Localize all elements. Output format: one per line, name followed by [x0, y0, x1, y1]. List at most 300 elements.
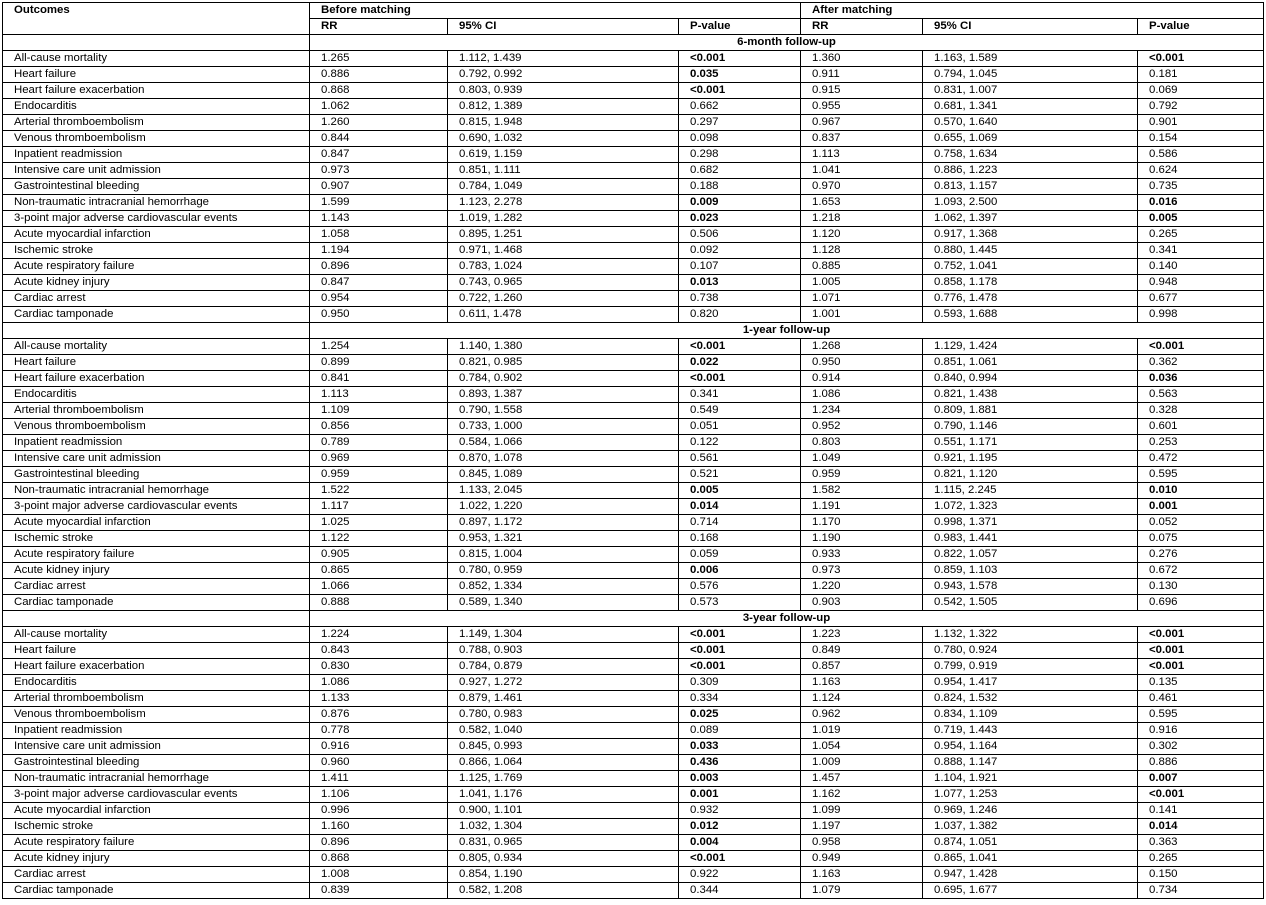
before-p-cell: 0.004: [679, 835, 801, 851]
after-rr-cell: 1.653: [801, 195, 923, 211]
before-rr-cell: 1.113: [310, 387, 448, 403]
before-p-cell: <0.001: [679, 339, 801, 355]
after-ci-cell: 1.037, 1.382: [923, 819, 1138, 835]
table-row: [3, 515, 1264, 531]
outcome-cell: Acute respiratory failure: [3, 547, 310, 563]
before-ci-cell: 0.582, 1.208: [448, 883, 679, 899]
after-rr-cell: 0.903: [801, 595, 923, 611]
before-rr-cell: 0.865: [310, 563, 448, 579]
outcome-cell: Cardiac tamponade: [3, 883, 310, 899]
before-p-cell: 0.576: [679, 579, 801, 595]
table-row: [3, 547, 1264, 563]
after-p-cell: 0.276: [1138, 547, 1264, 563]
table-row: [3, 883, 1264, 899]
outcome-cell: Cardiac tamponade: [3, 595, 310, 611]
table-row: [3, 531, 1264, 547]
after-rr-cell: 0.885: [801, 259, 923, 275]
before-p-cell: 0.932: [679, 803, 801, 819]
after-rr-cell: 0.911: [801, 67, 923, 83]
after-ci-cell: 0.858, 1.178: [923, 275, 1138, 291]
section-header-row: [3, 323, 1264, 339]
after-p-cell: 0.595: [1138, 467, 1264, 483]
before-ci-cell: 0.831, 0.965: [448, 835, 679, 851]
before-ci-cell: 0.821, 0.985: [448, 355, 679, 371]
table-row: [3, 627, 1264, 643]
table-row: [3, 115, 1264, 131]
table-row: [3, 227, 1264, 243]
outcome-cell: Cardiac arrest: [3, 867, 310, 883]
outcome-cell: Acute myocardial infarction: [3, 515, 310, 531]
before-rr-cell: 0.896: [310, 835, 448, 851]
before-ci-cell: 0.854, 1.190: [448, 867, 679, 883]
before-p-cell: <0.001: [679, 627, 801, 643]
after-ci-cell: 0.874, 1.051: [923, 835, 1138, 851]
after-ci-cell: 0.886, 1.223: [923, 163, 1138, 179]
outcome-cell: Acute respiratory failure: [3, 259, 310, 275]
outcome-cell: Inpatient readmission: [3, 723, 310, 739]
outcome-cell: Endocarditis: [3, 387, 310, 403]
after-p-cell: 0.595: [1138, 707, 1264, 723]
after-p-cell: <0.001: [1138, 659, 1264, 675]
header-after-rr: RR: [801, 19, 923, 35]
after-rr-cell: 0.950: [801, 355, 923, 371]
outcome-cell: Heart failure exacerbation: [3, 371, 310, 387]
before-rr-cell: 0.960: [310, 755, 448, 771]
after-rr-cell: 1.163: [801, 675, 923, 691]
after-ci-cell: 0.917, 1.368: [923, 227, 1138, 243]
after-ci-cell: 0.655, 1.069: [923, 131, 1138, 147]
after-rr-cell: 1.001: [801, 307, 923, 323]
after-p-cell: 0.016: [1138, 195, 1264, 211]
before-rr-cell: 1.086: [310, 675, 448, 691]
before-ci-cell: 0.895, 1.251: [448, 227, 679, 243]
after-ci-cell: 0.824, 1.532: [923, 691, 1138, 707]
before-ci-cell: 0.783, 1.024: [448, 259, 679, 275]
after-ci-cell: 0.888, 1.147: [923, 755, 1138, 771]
before-ci-cell: 1.019, 1.282: [448, 211, 679, 227]
before-rr-cell: 1.143: [310, 211, 448, 227]
outcome-cell: Ischemic stroke: [3, 819, 310, 835]
after-ci-cell: 0.947, 1.428: [923, 867, 1138, 883]
before-ci-cell: 0.815, 1.004: [448, 547, 679, 563]
before-p-cell: 0.573: [679, 595, 801, 611]
before-ci-cell: 0.900, 1.101: [448, 803, 679, 819]
before-p-cell: 0.820: [679, 307, 801, 323]
after-rr-cell: 1.079: [801, 883, 923, 899]
after-rr-cell: 1.124: [801, 691, 923, 707]
after-p-cell: 0.341: [1138, 243, 1264, 259]
before-p-cell: 0.714: [679, 515, 801, 531]
after-rr-cell: 1.220: [801, 579, 923, 595]
before-p-cell: 0.051: [679, 419, 801, 435]
outcome-cell: Non-traumatic intracranial hemorrhage: [3, 483, 310, 499]
outcome-cell: Venous thromboembolism: [3, 419, 310, 435]
before-ci-cell: 0.790, 1.558: [448, 403, 679, 419]
after-rr-cell: 1.071: [801, 291, 923, 307]
after-ci-cell: 0.840, 0.994: [923, 371, 1138, 387]
before-rr-cell: 1.109: [310, 403, 448, 419]
outcome-cell: All-cause mortality: [3, 627, 310, 643]
before-rr-cell: 1.224: [310, 627, 448, 643]
after-p-cell: 0.130: [1138, 579, 1264, 595]
before-rr-cell: 0.916: [310, 739, 448, 755]
outcome-cell: Acute kidney injury: [3, 275, 310, 291]
before-p-cell: <0.001: [679, 659, 801, 675]
section-stub-blank: [3, 323, 310, 339]
before-rr-cell: 0.907: [310, 179, 448, 195]
after-rr-cell: 1.218: [801, 211, 923, 227]
before-rr-cell: 1.265: [310, 51, 448, 67]
before-p-cell: 0.297: [679, 115, 801, 131]
before-p-cell: 0.006: [679, 563, 801, 579]
after-ci-cell: 0.859, 1.103: [923, 563, 1138, 579]
after-rr-cell: 1.041: [801, 163, 923, 179]
table-row: [3, 83, 1264, 99]
header-before-p: P-value: [679, 19, 801, 35]
after-ci-cell: 0.790, 1.146: [923, 419, 1138, 435]
before-p-cell: 0.005: [679, 483, 801, 499]
after-ci-cell: 0.758, 1.634: [923, 147, 1138, 163]
table-row: [3, 195, 1264, 211]
after-rr-cell: 1.049: [801, 451, 923, 467]
after-rr-cell: 1.162: [801, 787, 923, 803]
before-ci-cell: 0.784, 0.879: [448, 659, 679, 675]
before-p-cell: <0.001: [679, 643, 801, 659]
before-ci-cell: 0.619, 1.159: [448, 147, 679, 163]
section-title: 1-year follow-up: [310, 323, 1264, 339]
before-ci-cell: 1.022, 1.220: [448, 499, 679, 515]
section-header-row: [3, 611, 1264, 627]
before-ci-cell: 1.149, 1.304: [448, 627, 679, 643]
before-ci-cell: 1.140, 1.380: [448, 339, 679, 355]
after-ci-cell: 0.983, 1.441: [923, 531, 1138, 547]
outcome-cell: Endocarditis: [3, 675, 310, 691]
before-ci-cell: 0.897, 1.172: [448, 515, 679, 531]
before-rr-cell: 1.254: [310, 339, 448, 355]
after-rr-cell: 0.837: [801, 131, 923, 147]
after-ci-cell: 0.834, 1.109: [923, 707, 1138, 723]
after-p-cell: 0.140: [1138, 259, 1264, 275]
after-ci-cell: 1.077, 1.253: [923, 787, 1138, 803]
table-row: [3, 163, 1264, 179]
before-ci-cell: 0.845, 1.089: [448, 467, 679, 483]
table-row: [3, 499, 1264, 515]
after-ci-cell: 0.570, 1.640: [923, 115, 1138, 131]
before-rr-cell: 0.843: [310, 643, 448, 659]
before-p-cell: 0.023: [679, 211, 801, 227]
table-row: [3, 787, 1264, 803]
before-p-cell: 0.009: [679, 195, 801, 211]
before-p-cell: 0.521: [679, 467, 801, 483]
after-rr-cell: 1.234: [801, 403, 923, 419]
after-p-cell: 0.792: [1138, 99, 1264, 115]
before-p-cell: 0.188: [679, 179, 801, 195]
before-rr-cell: 0.847: [310, 147, 448, 163]
after-p-cell: 0.461: [1138, 691, 1264, 707]
before-rr-cell: 1.066: [310, 579, 448, 595]
outcome-cell: Ischemic stroke: [3, 531, 310, 547]
table-row: [3, 835, 1264, 851]
after-ci-cell: 0.821, 1.120: [923, 467, 1138, 483]
before-p-cell: 0.122: [679, 435, 801, 451]
after-ci-cell: 0.681, 1.341: [923, 99, 1138, 115]
after-rr-cell: 1.190: [801, 531, 923, 547]
before-rr-cell: 0.844: [310, 131, 448, 147]
after-p-cell: 0.998: [1138, 307, 1264, 323]
outcome-cell: Ischemic stroke: [3, 243, 310, 259]
table-row: [3, 291, 1264, 307]
before-rr-cell: 0.954: [310, 291, 448, 307]
section-stub-blank: [3, 611, 310, 627]
after-p-cell: 0.362: [1138, 355, 1264, 371]
before-p-cell: 0.298: [679, 147, 801, 163]
before-ci-cell: 0.784, 1.049: [448, 179, 679, 195]
outcome-cell: Heart failure exacerbation: [3, 659, 310, 675]
after-ci-cell: 0.813, 1.157: [923, 179, 1138, 195]
after-rr-cell: 1.009: [801, 755, 923, 771]
outcome-cell: All-cause mortality: [3, 339, 310, 355]
before-p-cell: 0.001: [679, 787, 801, 803]
outcome-cell: Arterial thromboembolism: [3, 691, 310, 707]
before-rr-cell: 0.789: [310, 435, 448, 451]
after-rr-cell: 1.120: [801, 227, 923, 243]
after-ci-cell: 1.104, 1.921: [923, 771, 1138, 787]
after-rr-cell: 0.955: [801, 99, 923, 115]
before-ci-cell: 0.971, 1.468: [448, 243, 679, 259]
after-ci-cell: 0.593, 1.688: [923, 307, 1138, 323]
before-ci-cell: 1.133, 2.045: [448, 483, 679, 499]
before-ci-cell: 0.582, 1.040: [448, 723, 679, 739]
after-p-cell: 0.007: [1138, 771, 1264, 787]
after-ci-cell: 0.695, 1.677: [923, 883, 1138, 899]
after-ci-cell: 1.132, 1.322: [923, 627, 1138, 643]
after-p-cell: 0.265: [1138, 227, 1264, 243]
outcome-cell: Venous thromboembolism: [3, 131, 310, 147]
table-row: [3, 211, 1264, 227]
before-p-cell: 0.344: [679, 883, 801, 899]
before-p-cell: 0.682: [679, 163, 801, 179]
after-p-cell: 0.601: [1138, 419, 1264, 435]
after-p-cell: 0.181: [1138, 67, 1264, 83]
before-ci-cell: 0.812, 1.389: [448, 99, 679, 115]
outcome-cell: Inpatient readmission: [3, 435, 310, 451]
before-p-cell: 0.334: [679, 691, 801, 707]
after-ci-cell: 0.752, 1.041: [923, 259, 1138, 275]
table-row: [3, 851, 1264, 867]
outcome-cell: Arterial thromboembolism: [3, 115, 310, 131]
before-rr-cell: 1.599: [310, 195, 448, 211]
before-ci-cell: 0.845, 0.993: [448, 739, 679, 755]
after-rr-cell: 0.915: [801, 83, 923, 99]
after-ci-cell: 0.794, 1.045: [923, 67, 1138, 83]
outcome-cell: Gastrointestinal bleeding: [3, 179, 310, 195]
before-ci-cell: 0.927, 1.272: [448, 675, 679, 691]
after-p-cell: 0.014: [1138, 819, 1264, 835]
after-ci-cell: 0.998, 1.371: [923, 515, 1138, 531]
before-p-cell: 0.107: [679, 259, 801, 275]
outcome-cell: 3-point major adverse cardiovascular events: [3, 499, 310, 515]
after-rr-cell: 0.857: [801, 659, 923, 675]
before-p-cell: 0.013: [679, 275, 801, 291]
table-row: [3, 387, 1264, 403]
before-p-cell: 0.922: [679, 867, 801, 883]
table-row: [3, 723, 1264, 739]
before-rr-cell: 1.062: [310, 99, 448, 115]
after-p-cell: 0.672: [1138, 563, 1264, 579]
before-p-cell: 0.341: [679, 387, 801, 403]
after-p-cell: 0.624: [1138, 163, 1264, 179]
before-p-cell: 0.738: [679, 291, 801, 307]
after-ci-cell: 0.776, 1.478: [923, 291, 1138, 307]
after-rr-cell: 1.360: [801, 51, 923, 67]
outcome-cell: Non-traumatic intracranial hemorrhage: [3, 771, 310, 787]
after-p-cell: <0.001: [1138, 643, 1264, 659]
outcome-cell: Acute myocardial infarction: [3, 227, 310, 243]
outcome-cell: All-cause mortality: [3, 51, 310, 67]
header-outcomes-blank: [3, 19, 310, 35]
before-p-cell: <0.001: [679, 83, 801, 99]
before-rr-cell: 0.899: [310, 355, 448, 371]
outcome-cell: Gastrointestinal bleeding: [3, 755, 310, 771]
outcome-cell: 3-point major adverse cardiovascular events: [3, 211, 310, 227]
before-ci-cell: 0.722, 1.260: [448, 291, 679, 307]
after-rr-cell: 1.197: [801, 819, 923, 835]
before-rr-cell: 1.058: [310, 227, 448, 243]
table-row: [3, 563, 1264, 579]
after-p-cell: 0.010: [1138, 483, 1264, 499]
outcome-cell: 3-point major adverse cardiovascular events: [3, 787, 310, 803]
before-ci-cell: 1.032, 1.304: [448, 819, 679, 835]
section-header-row: [3, 35, 1264, 51]
table-row: [3, 339, 1264, 355]
after-p-cell: 0.886: [1138, 755, 1264, 771]
before-ci-cell: 1.125, 1.769: [448, 771, 679, 787]
section-stub-blank: [3, 35, 310, 51]
before-rr-cell: 1.122: [310, 531, 448, 547]
after-p-cell: 0.265: [1138, 851, 1264, 867]
after-ci-cell: 0.799, 0.919: [923, 659, 1138, 675]
after-p-cell: 0.036: [1138, 371, 1264, 387]
before-p-cell: 0.012: [679, 819, 801, 835]
table-row: [3, 307, 1264, 323]
after-ci-cell: 0.880, 1.445: [923, 243, 1138, 259]
outcome-cell: Intensive care unit admission: [3, 163, 310, 179]
after-ci-cell: 0.954, 1.164: [923, 739, 1138, 755]
after-rr-cell: 0.967: [801, 115, 923, 131]
outcome-cell: Inpatient readmission: [3, 147, 310, 163]
after-ci-cell: 0.954, 1.417: [923, 675, 1138, 691]
before-rr-cell: 1.106: [310, 787, 448, 803]
table-row: [3, 51, 1264, 67]
before-ci-cell: 1.112, 1.439: [448, 51, 679, 67]
after-p-cell: 0.154: [1138, 131, 1264, 147]
section-title: 6-month follow-up: [310, 35, 1264, 51]
outcome-cell: Acute myocardial infarction: [3, 803, 310, 819]
table-row: [3, 419, 1264, 435]
table-row: [3, 691, 1264, 707]
before-rr-cell: 0.839: [310, 883, 448, 899]
before-rr-cell: 1.008: [310, 867, 448, 883]
before-rr-cell: 0.950: [310, 307, 448, 323]
after-p-cell: 0.586: [1138, 147, 1264, 163]
before-p-cell: 0.003: [679, 771, 801, 787]
table-row: [3, 467, 1264, 483]
table-row: [3, 659, 1264, 675]
after-ci-cell: 0.822, 1.057: [923, 547, 1138, 563]
header-after-p: P-value: [1138, 19, 1264, 35]
after-ci-cell: 1.093, 2.500: [923, 195, 1138, 211]
before-p-cell: 0.561: [679, 451, 801, 467]
table-row: [3, 99, 1264, 115]
header-outcomes: Outcomes: [3, 3, 310, 19]
after-p-cell: 0.901: [1138, 115, 1264, 131]
after-ci-cell: 0.851, 1.061: [923, 355, 1138, 371]
before-rr-cell: 0.830: [310, 659, 448, 675]
outcome-cell: Gastrointestinal bleeding: [3, 467, 310, 483]
after-ci-cell: 1.072, 1.323: [923, 499, 1138, 515]
after-p-cell: 0.696: [1138, 595, 1264, 611]
before-ci-cell: 0.780, 0.983: [448, 707, 679, 723]
table-row: [3, 355, 1264, 371]
table-row: [3, 243, 1264, 259]
after-p-cell: 0.141: [1138, 803, 1264, 819]
table-row: [3, 867, 1264, 883]
after-rr-cell: 0.803: [801, 435, 923, 451]
before-p-cell: 0.033: [679, 739, 801, 755]
table-row: [3, 675, 1264, 691]
header-before-ci: 95% CI: [448, 19, 679, 35]
before-p-cell: <0.001: [679, 51, 801, 67]
table-row: [3, 643, 1264, 659]
after-ci-cell: 0.865, 1.041: [923, 851, 1138, 867]
before-rr-cell: 0.856: [310, 419, 448, 435]
before-rr-cell: 0.969: [310, 451, 448, 467]
after-ci-cell: 0.943, 1.578: [923, 579, 1138, 595]
after-rr-cell: 1.113: [801, 147, 923, 163]
after-rr-cell: 1.086: [801, 387, 923, 403]
before-p-cell: 0.014: [679, 499, 801, 515]
after-rr-cell: 0.952: [801, 419, 923, 435]
outcome-cell: Cardiac arrest: [3, 291, 310, 307]
before-p-cell: 0.168: [679, 531, 801, 547]
after-p-cell: 0.135: [1138, 675, 1264, 691]
before-p-cell: <0.001: [679, 851, 801, 867]
before-p-cell: 0.662: [679, 99, 801, 115]
after-rr-cell: 1.191: [801, 499, 923, 515]
before-ci-cell: 1.041, 1.176: [448, 787, 679, 803]
after-p-cell: 0.734: [1138, 883, 1264, 899]
header-row-groups: [3, 3, 1264, 19]
after-ci-cell: 0.780, 0.924: [923, 643, 1138, 659]
after-p-cell: 0.916: [1138, 723, 1264, 739]
after-rr-cell: 1.163: [801, 867, 923, 883]
after-rr-cell: 0.962: [801, 707, 923, 723]
after-p-cell: 0.075: [1138, 531, 1264, 547]
before-p-cell: 0.059: [679, 547, 801, 563]
after-ci-cell: 0.542, 1.505: [923, 595, 1138, 611]
outcome-cell: Heart failure: [3, 355, 310, 371]
before-ci-cell: 0.852, 1.334: [448, 579, 679, 595]
after-p-cell: 0.001: [1138, 499, 1264, 515]
table-row: [3, 755, 1264, 771]
before-rr-cell: 1.411: [310, 771, 448, 787]
after-rr-cell: 1.099: [801, 803, 923, 819]
before-ci-cell: 0.743, 0.965: [448, 275, 679, 291]
before-rr-cell: 1.194: [310, 243, 448, 259]
before-rr-cell: 0.868: [310, 83, 448, 99]
before-p-cell: 0.035: [679, 67, 801, 83]
after-rr-cell: 1.223: [801, 627, 923, 643]
